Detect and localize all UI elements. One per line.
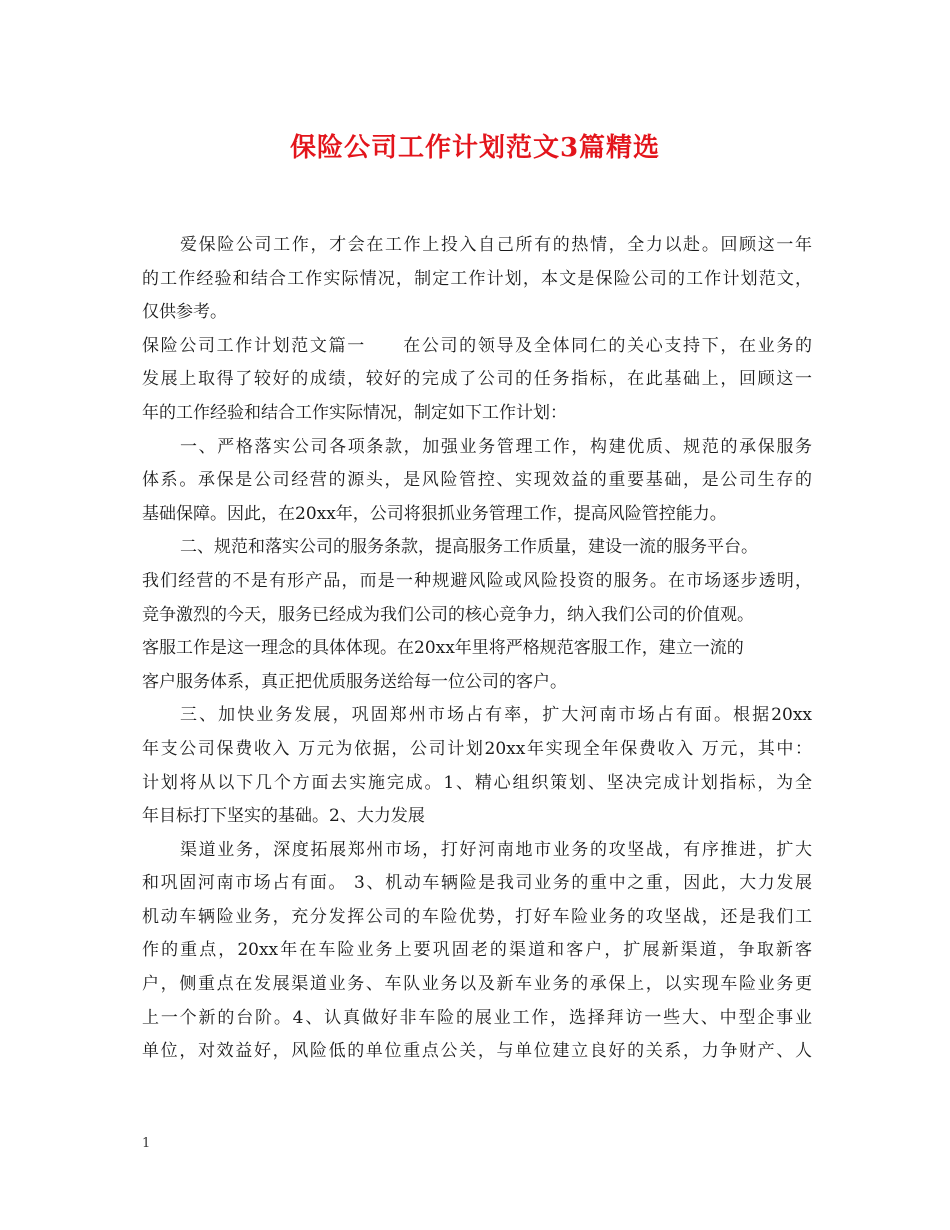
body-line: 客户服务体系，真正把优质服务送给每一位公司的客户。 (142, 671, 567, 692)
body-line: 爱保险公司工作，才会在工作上投入自己所有的热情，全力以赴。回顾这一年 (180, 235, 812, 255)
body-line: 年目标打下坚实的基础。2、大力发展 (142, 806, 425, 827)
body-line: 基础保障。因此，在20xx年，公司将狠抓业务管理工作，提高风险管控能力。 (142, 503, 727, 524)
body-line: 年支公司保费收入 万元为依据，公司计划20xx年实现全年保费收入 万元，其中： (142, 738, 812, 759)
document-body (142, 229, 812, 1069)
body-line: 上一个新的台阶。4、认真做好非车险的展业工作，选择拜访一些大、中型企事业 (142, 1007, 812, 1028)
body-line: 一、严格落实公司各项条款，加强业务管理工作，构建优质、规范的承保服务 (180, 436, 812, 457)
body-line: 体系。承保是公司经营的源头，是风险管控、实现效益的重要基础，是公司生存的 (142, 470, 812, 491)
body-line: 我们经营的不是有形产品，而是一种规避风险或风险投资的服务。在市场逐步透明， (142, 570, 812, 591)
body-line: 户，侧重点在发展渠道业务、车队业务以及新车业务的承保上，以实现车险业务更 (142, 974, 812, 995)
body-line: 发展上取得了较好的成绩，较好的完成了公司的任务指标，在此基础上，回顾这一 (142, 369, 812, 390)
body-line: 单位，对效益好，风险低的单位重点公关，与单位建立良好的关系，力争财产、人 (142, 1041, 812, 1062)
body-line: 和巩固河南市场占有面。 3、机动车辆险是我司业务的重中之重，因此，大力发展 (142, 873, 812, 894)
body-line: 作的重点，20xx年在车险业务上要巩固老的渠道和客户，扩展新渠道，争取新客 (142, 940, 812, 961)
body-line: 客服工作是这一理念的具体体现。在20xx年里将严格规范客服工作，建立一流的 (142, 638, 744, 659)
body-line: 三、加快业务发展，巩固郑州市场占有率，扩大河南市场占有面。根据20xx (180, 705, 812, 726)
page-number: 1 (142, 1136, 151, 1151)
body-line: 年的工作经验和结合工作实际情况，制定如下工作计划： (142, 402, 567, 423)
document-title: 保险公司工作计划范文3篇精选 (289, 133, 661, 163)
body-line: 仅供参考。 (142, 302, 227, 323)
body-line: 竞争激烈的今天，服务已经成为我们公司的核心竞争力，纳入我们公司的价值观。 (142, 604, 754, 625)
body-line: 二、规范和落实公司的服务条款，提高服务工作质量，建设一流的服务平台。 (180, 537, 758, 558)
body-line: 渠道业务，深度拓展郑州市场，打好河南地市业务的攻坚战，有序推进，扩大 (180, 839, 812, 860)
body-line: 计划将从以下几个方面去实施完成。1、精心组织策划、坚决完成计划指标，为全 (142, 772, 812, 793)
body-line: 的工作经验和结合工作实际情况，制定工作计划，本文是保险公司的工作计划范文， (142, 268, 812, 289)
body-line: 保险公司工作计划范文篇一 在公司的领导及全体同仁的关心支持下，在业务的 (142, 335, 812, 356)
body-line: 机动车辆险业务，充分发挥公司的车险优势，打好车险业务的攻坚战，还是我们工 (142, 906, 812, 927)
